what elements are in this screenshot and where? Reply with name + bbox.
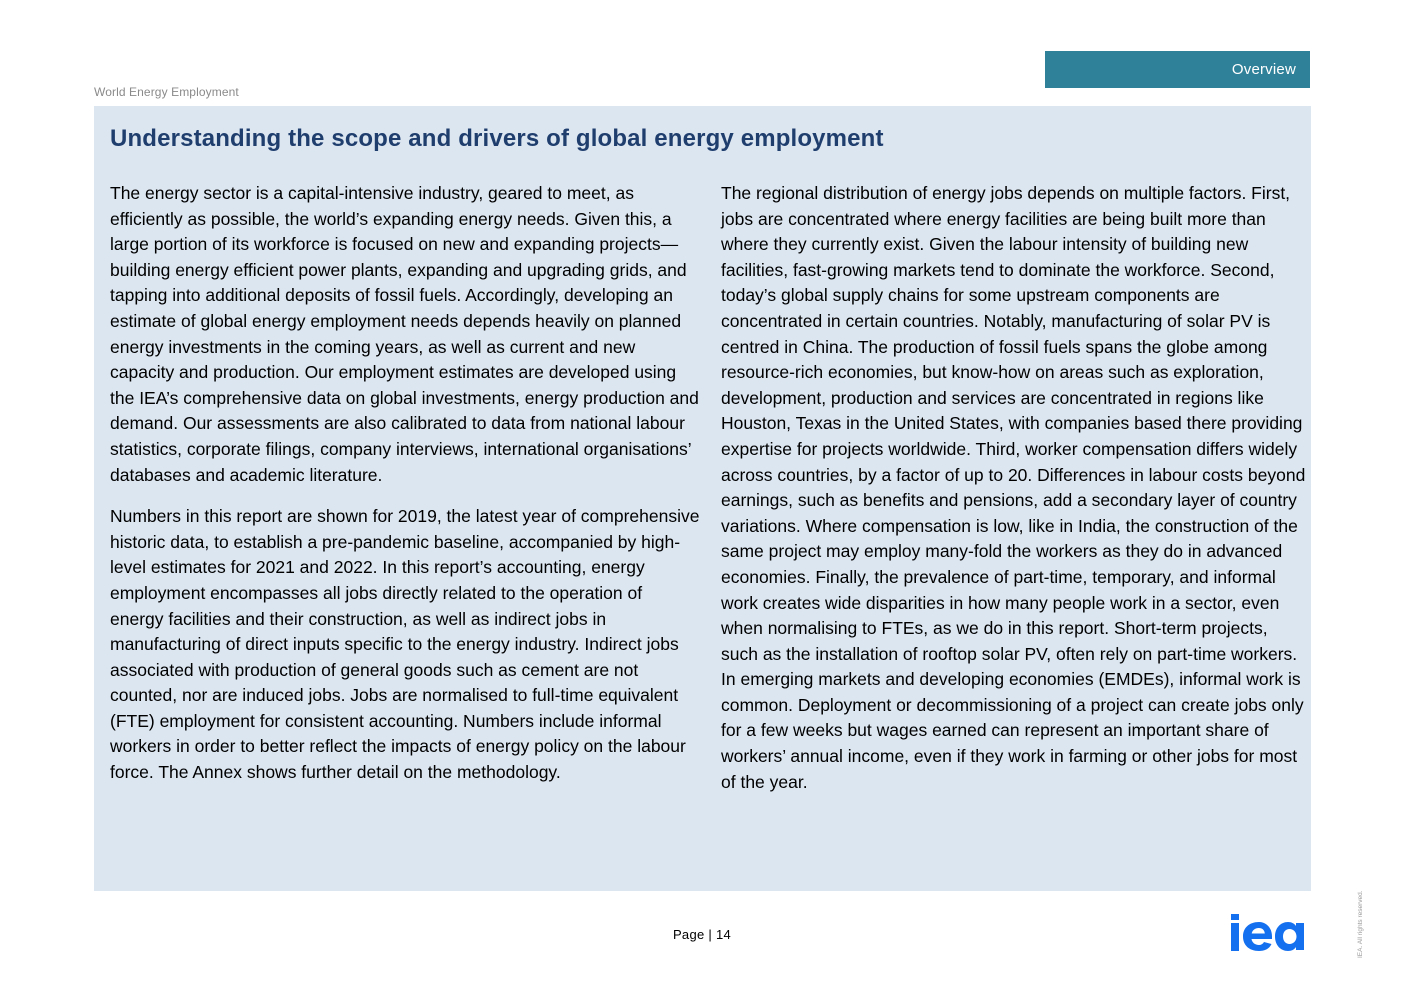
copyright-notice: IEA. All rights reserved. — [1357, 890, 1364, 958]
iea-logo-icon — [1231, 914, 1309, 954]
paragraph: The energy sector is a capital-intensive industry, geared to meet, as efficiently as possible, the world’s expanding energy needs. Given this, a large portion of its workforce is focused on new and expanding projects—building energy efficient power plants, expanding and upgrading grids, and tapping into additional deposits of fossil fuels. Accordingly, developing an estimate of global energy employment needs depends heavily on planned energy investments in the coming years, as well as current and new capacity and production. Our employment estimates are developed using the IEA’s comprehensive data on global investments, energy production and demand. Our assessments are also calibrated to data from national labour statistics, corporate filings, company interviews, international organisations’ databases and academic literature. — [110, 183, 699, 485]
paragraph: The regional distribution of energy jobs depends on multiple factors. First, jobs are concentrated where energy facilities are being built more than where they currently exist. Given the labour intensity of building new facilities, fast-growing markets tend to dominate the workforce. Second, today’s global supply chains for some upstream components are concentrated in certain countries. Notably, manufacturing of solar PV is centred in China. The production of fossil fuels spans the globe among resource-rich economies, but know-how on areas such as exploration, development, production and services are concentrated in regions like Houston, Texas in the United States, with companies based there providing expertise for projects worldwide. Third, worker compensation differs widely across countries, by a factor of up to 20. Differences in labour costs beyond earnings, such as benefits and pensions, add a secondary layer of country variations. Where compensation is low, like in India, the construction of the same project may employ many-fold the workers as they do in advanced economies. Finally, the prevalence of part-time, temporary, and informal work creates wide disparities in how many people work in a sector, even when normalising to FTEs, as we do in this report. Short-term projects, such as the installation of rooftop solar PV, often rely on part-time workers. In emerging markets and developing economies (EMDEs), informal work is common. Deployment or decommissioning of a project can create jobs only for a few weeks but wages earned can represent an important share of workers’ annual income, even if they work in farming or other jobs for most of the year. — [721, 183, 1306, 792]
paragraph: Numbers in this report are shown for 2019, the latest year of comprehensive historic data, to establish a pre-pandemic baseline, accompanied by high-level estimates for 2021 and 2022. In this report’s accounting, energy employment encompasses all jobs directly related to the operation of energy facilities and their construction, as well as indirect jobs in manufacturing of direct inputs specific to the energy industry. Indirect jobs associated with production of general goods such as cement are not counted, nor are induced jobs. Jobs are normalised to full-time equivalent (FTE) employment for consistent accounting. Numbers include informal workers in order to better reflect the impacts of energy policy on the labour force. The Annex shows further detail on the methodology. — [110, 506, 700, 783]
page-number: Page | 14 — [672, 927, 732, 942]
report-title: World Energy Employment — [94, 85, 239, 99]
left-column — [110, 181, 700, 786]
page-heading: Understanding the scope and drivers of global energy employment — [110, 125, 884, 152]
right-column — [721, 181, 1306, 795]
section-tab: Overview — [1045, 51, 1310, 88]
